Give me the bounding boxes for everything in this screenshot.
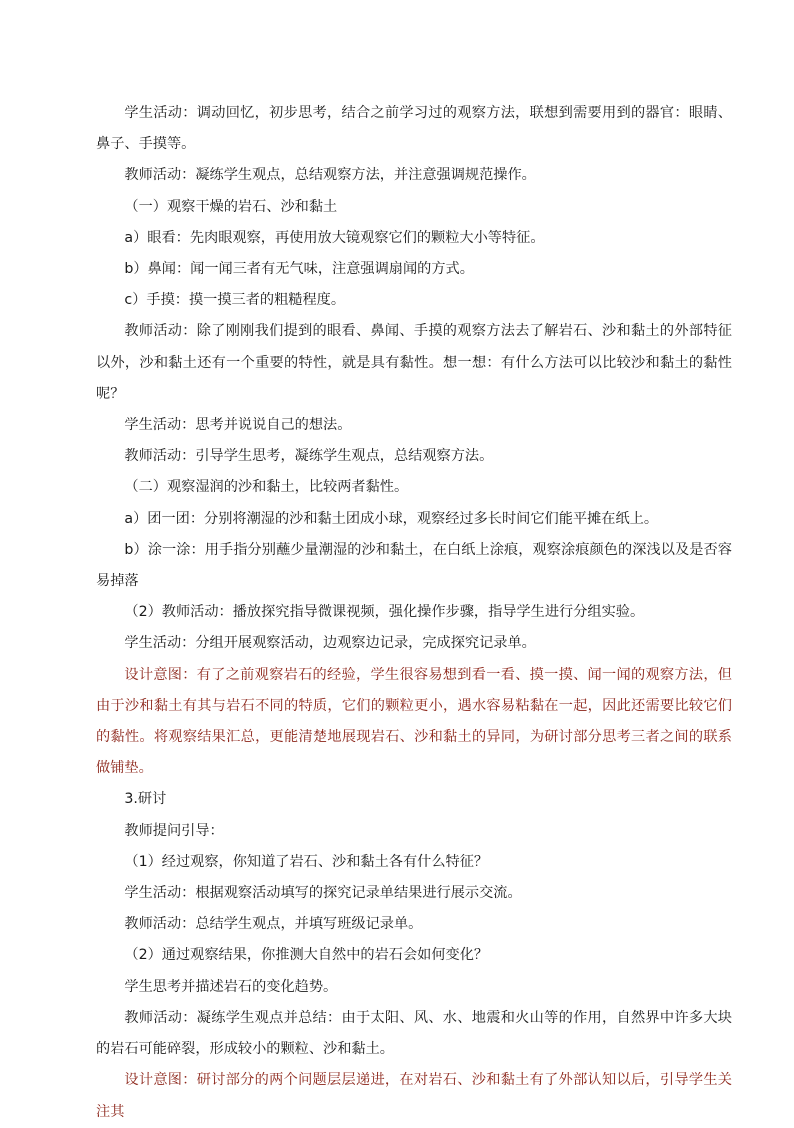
paragraph-student-activity-1: 学生活动：调动回忆，初步思考，结合之前学习过的观察方法，联想到需要用到的器官：眼睛、鼻子、手摸等。 — [96, 105, 732, 153]
paragraph-design-intent-2: 设计意图：研讨部分的两个问题层层递进，在对岩石、沙和黏土有了外部认知以后，引导学生关注其 — [96, 1072, 732, 1120]
paragraph-step-touch: c）手摸：摸一摸三者的粗糙程度。 — [124, 292, 346, 309]
paragraph-step-ball: a）团一团：分别将潮湿的沙和黏土团成小球，观察经过多长时间它们能平摊在纸上。 — [124, 510, 659, 527]
paragraph-teacher-activity-3: 教师活动：引导学生思考，凝练学生观点，总结观察方法。 — [124, 448, 494, 465]
paragraph-teacher-activity-video: （2）教师活动：播放探究指导微课视频，强化操作步骤，指导学生进行分组实验。 — [124, 604, 645, 621]
paragraph-student-activity-2: 学生活动：思考并说说自己的想法。 — [124, 417, 352, 434]
document-body — [96, 98, 732, 1128]
paragraph-teacher-activity-1: 教师活动：凝练学生观点，总结观察方法，并注意强调规范操作。 — [124, 167, 536, 184]
paragraph-teacher-summary: 教师活动：凝练学生观点并总结：由于太阳、风、水、地震和火山等的作用，自然界中许多大块的岩石可能碎裂，形成较小的颗粒、沙和黏土。 — [96, 1009, 732, 1058]
paragraph-step-smell: b）鼻闻：闻一闻三者有无气味，注意强调扇闻的方式。 — [124, 261, 474, 278]
paragraph-question-2: （2）通过观察结果，你推测大自然中的岩石会如何变化？ — [124, 947, 489, 964]
paragraph-student-thinking: 学生思考并描述岩石的变化趋势。 — [124, 978, 338, 995]
paragraph-teacher-activity-4: 教师活动：总结学生观点，并填写班级记录单。 — [124, 916, 423, 933]
paragraph-heading-discussion: 3.研讨 — [124, 791, 167, 808]
paragraph-teacher-prompt: 教师提问引导： — [124, 822, 224, 839]
paragraph-section-dry-observation: （一）观察干燥的岩石、沙和黏土 — [124, 198, 338, 215]
paragraph-student-activity-3: 学生活动：分组开展观察活动，边观察边记录，完成探究记录单。 — [124, 635, 536, 652]
paragraph-teacher-activity-2: 教师活动：除了刚刚我们提到的眼看、鼻闻、手摸的观察方法去了解岩石、沙和黏土的外部特征以外，沙和黏土还有一个重要的特性，就是具有黏性。想一想：有什么方法可以比较沙和黏土的黏性呢？ — [96, 323, 732, 402]
paragraph-question-1: （1）经过观察，你知道了岩石、沙和黏土各有什么特征？ — [124, 853, 489, 870]
paragraph-design-intent-1: 设计意图：有了之前观察岩石的经验，学生很容易想到看一看、摸一摸、闻一闻的观察方法，但由于沙和黏土有其与岩石不同的特质，它们的颗粒更小，遇水容易粘黏在一起，因此还需要比较它们的黏性。将观察结果汇总，更能清楚地展现岩石、沙和黏土的异同，为研讨部分思考三者之间的联系做铺垫。 — [96, 666, 732, 777]
paragraph-step-smear: b）涂一涂：用手指分别蘸少量潮湿的沙和黏土，在白纸上涂痕，观察涂痕颜色的深浅以及是否容易掉落 — [96, 541, 732, 590]
paragraph-section-wet-observation: （二）观察湿润的沙和黏土，比较两者黏性。 — [124, 479, 409, 496]
paragraph-student-activity-4: 学生活动：根据观察活动填写的探究记录单结果进行展示交流。 — [124, 885, 522, 902]
paragraph-step-look: a）眼看：先肉眼观察，再使用放大镜观察它们的颗粒大小等特征。 — [124, 229, 545, 246]
